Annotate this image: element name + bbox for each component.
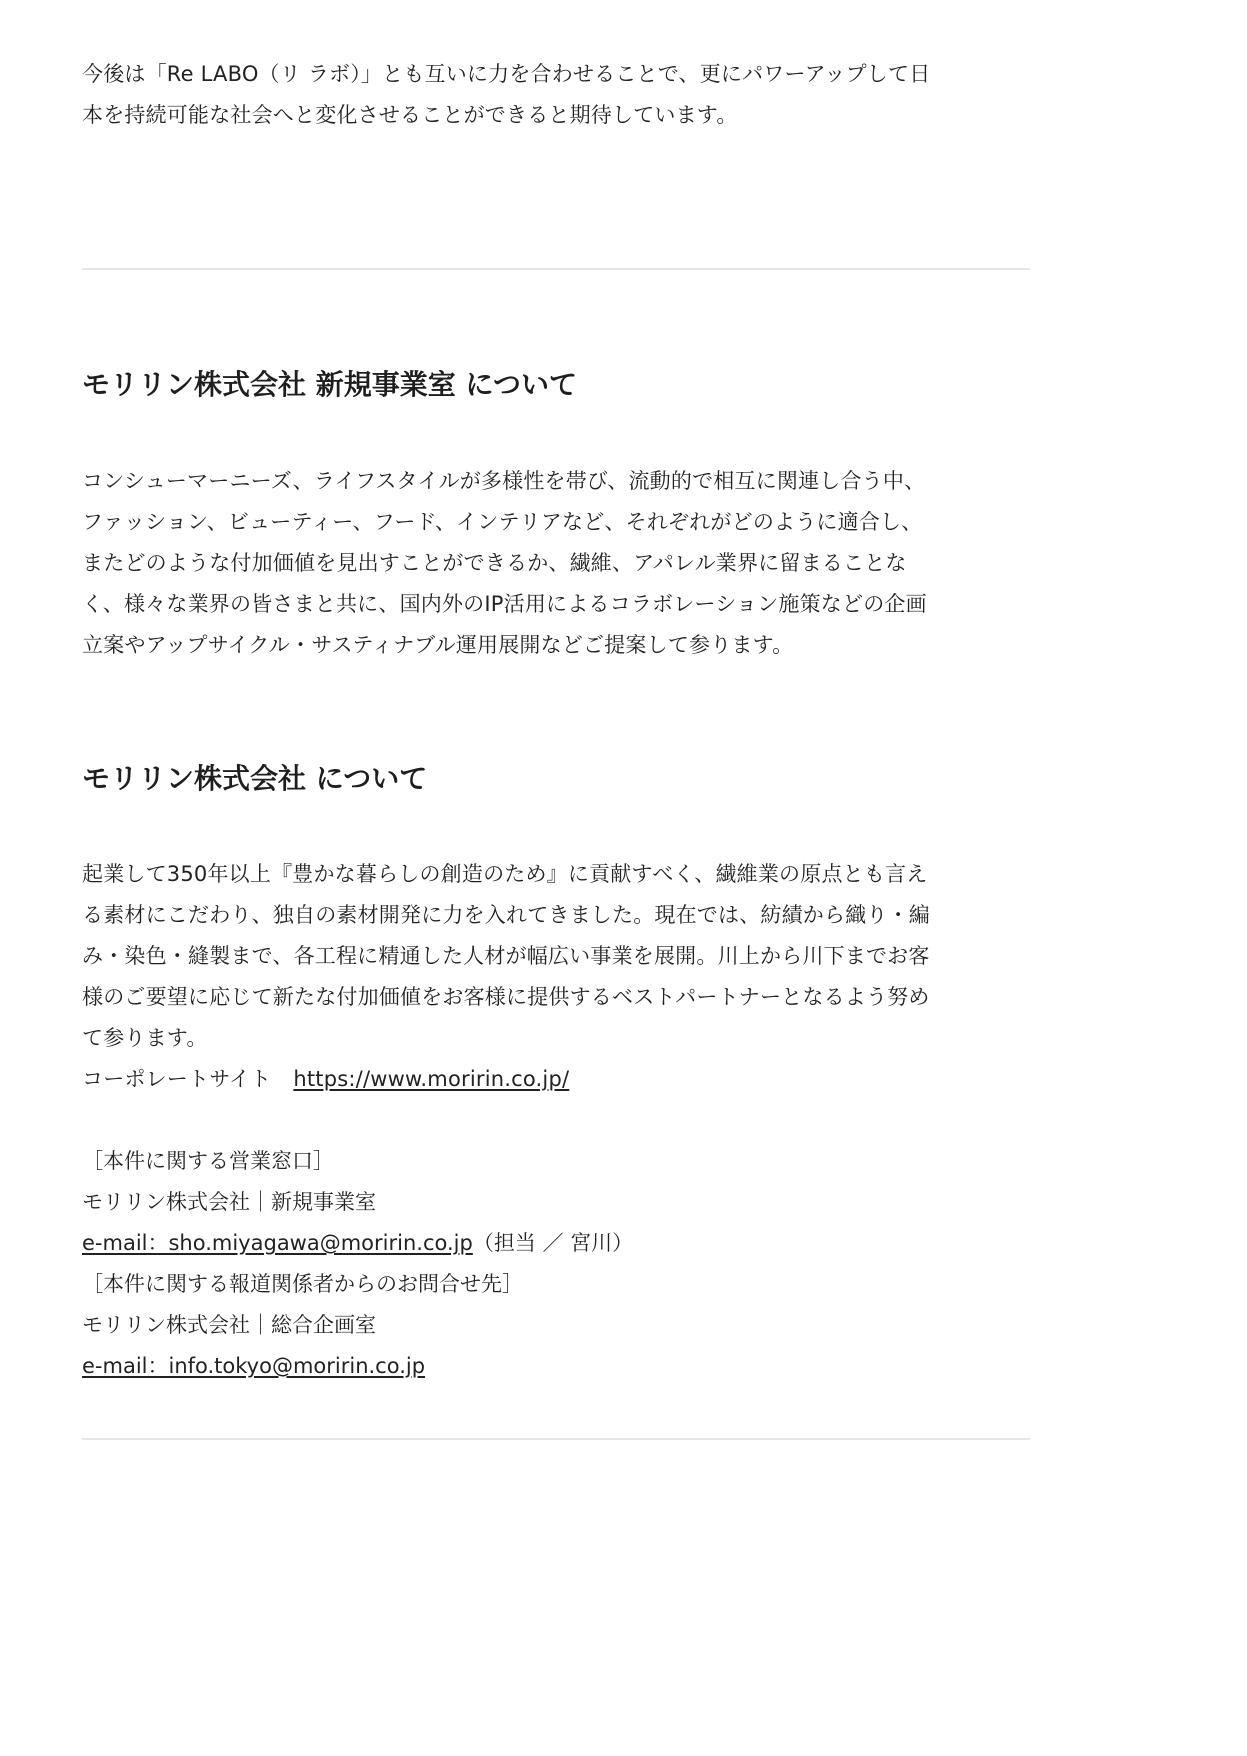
- press-contact-heading: ［本件に関する報道関係者からのお問合せ先］: [82, 1272, 523, 1296]
- section-divider-top: [82, 268, 1030, 270]
- company-line-1: 起業して350年以上『豊かな暮らしの創造のため』に貢献すべく、繊維業の原点とも言え: [82, 862, 928, 886]
- company-line-4: 様のご要望に応じて新たな付加価値をお客様に提供するベストパートナーとなるよう努め: [82, 985, 930, 1009]
- press-email-link[interactable]: e-mail：info.tokyo@moririn.co.jp: [82, 1354, 426, 1378]
- sales-contact-heading: ［本件に関する営業窓口］: [82, 1149, 334, 1173]
- press-email-row: [82, 1346, 1030, 1387]
- company-line-3: み・染色・縫製まで、各工程に精通した人材が幅広い事業を展開。川上から川下までお客: [82, 944, 930, 968]
- intro-text: [82, 54, 1030, 136]
- press-department: モリリン株式会社｜総合企画室: [82, 1313, 376, 1337]
- company-text: [82, 854, 1030, 1100]
- new-business-line-5: 立案やアップサイクル・サスティナブル運用展開などご提案して参ります。: [82, 633, 794, 657]
- sales-email-row: [82, 1223, 1030, 1264]
- sales-email-link[interactable]: e-mail：sho.miyagawa@moririn.co.jp: [82, 1231, 473, 1255]
- company-description: [82, 854, 1030, 1100]
- section-heading-new-business: モリリン株式会社 新規事業室 について: [82, 368, 577, 401]
- new-business-line-1: コンシューマーニーズ、ライフスタイルが多様性を帯び、流動的で相互に関連し合う中、: [82, 469, 926, 493]
- section-heading-company: モリリン株式会社 について: [82, 762, 428, 795]
- company-line-5: て参ります。: [82, 1026, 208, 1050]
- intro-paragraph: [82, 54, 1030, 136]
- corporate-site-link[interactable]: https://www.moririn.co.jp/: [293, 1067, 570, 1091]
- contact-info: [82, 1141, 1030, 1387]
- new-business-line-4: く、様々な業界の皆さまと共に、国内外のIP活用によるコラボレーション施策などの企画: [82, 592, 927, 616]
- intro-line-1: 今後は「Re LABO（リ ラボ）」とも互いに力を合わせることで、更にパワーアップして日: [82, 62, 931, 86]
- new-business-text: [82, 461, 1030, 666]
- sales-department: モリリン株式会社｜新規事業室: [82, 1190, 376, 1214]
- corporate-site-label: コーポレートサイト: [82, 1067, 272, 1091]
- intro-line-2: 本を持続可能な社会へと変化させることができると期待しています。: [82, 103, 738, 127]
- new-business-line-2: ファッション、ビューティー、フード、インテリアなど、それぞれがどのように適合し、: [82, 510, 923, 534]
- new-business-line-3: またどのような付加価値を見出すことができるか、繊維、アパレル業界に留まることな: [82, 551, 907, 575]
- company-line-2: る素材にこだわり、独自の素材開発に力を入れてきました。現在では、紡績から織り・編: [82, 903, 930, 927]
- new-business-description: [82, 461, 1030, 666]
- sales-contact-person: （担当 ／ 宮川）: [472, 1231, 634, 1255]
- section-divider-bottom: [82, 1438, 1030, 1440]
